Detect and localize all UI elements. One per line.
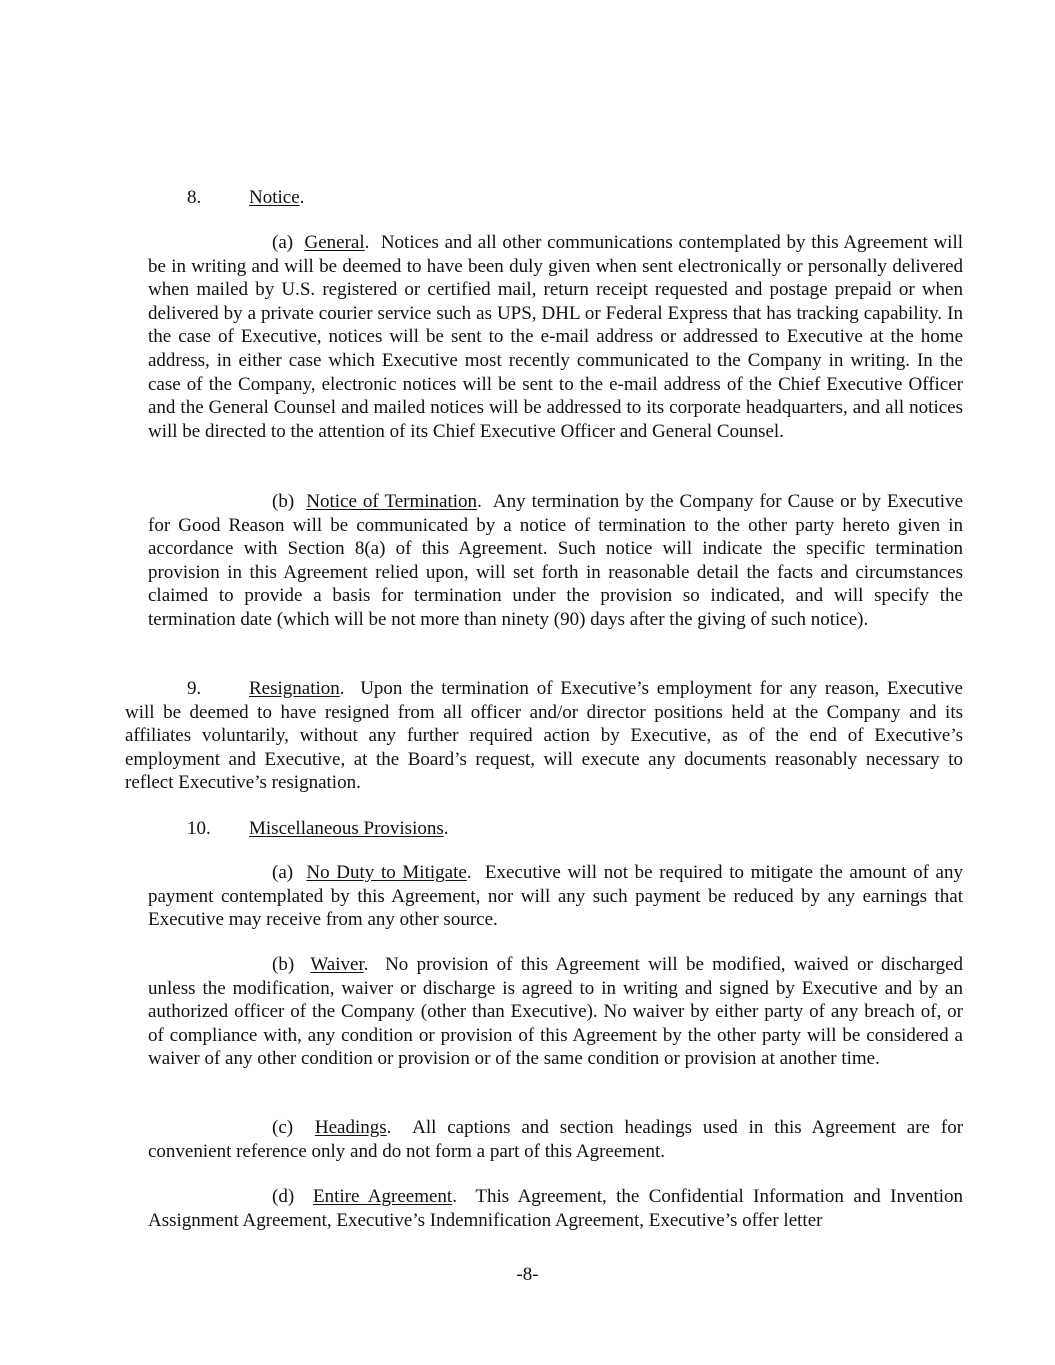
clause-title: General: [304, 232, 365, 253]
clause-label: (a): [272, 232, 294, 253]
clause-title: No Duty to Mitigate: [306, 862, 467, 883]
section-8b-paragraph: (b) Notice of Termination. Any termination by the Company for Cause or by Executive for Good Reason will be communicated by a notice of termination to the other party hereto given in accordance with Section 8(a) of this Agreement. Such notice will indicate the specific termination provision in this Agreement relied upon, will set forth in reasonable detail the facts and circumstances claimed to provide a basis for termination under the provision so indicated, and will specify the termination date (which will be not more than ninety (90) days after the giving of such notice).: [148, 491, 964, 630]
clause-label: (b): [272, 491, 295, 512]
section-9-paragraph: 9. Resignation. Upon the termination of Executive’s employment for any reason, Executive will be deemed to have resigned from all officer and/or director positions held at the Company and its affiliates voluntarily, without any further required action by Executive, as of the end of Executive’s employment and Executive, at the Board’s request, will execute any documents reasonably necessary to reflect Executive’s resignation.: [125, 678, 963, 794]
clause-title: Entire Agreement: [312, 1186, 453, 1207]
section-10b-paragraph: (b) Waiver. No provision of this Agreement will be modified, waived or discharged unless the modification, waiver or discharge is agreed to in writing and signed by Executive and by an authorized officer of the Company (other than Executive). No waiver by either party of any breach of, or of compliance with, any condition or provision of this Agreement by the other party will be considered a waiver of any other condition or provision or of the same condition or provision at another time.: [148, 954, 964, 1070]
clause-title: Notice of Termination: [306, 491, 478, 512]
page-number: -8-: [516, 1264, 539, 1285]
clause-title: Waiver: [310, 954, 364, 975]
section-number: 9.: [187, 678, 202, 699]
clause-text: Executive will not be required to mitigate the amount of any payment contemplated by this Agreement, nor will any such payment be reduced by any earnings that Executive may receive from any other source.: [148, 862, 963, 931]
clause-text: Any termination by the Company for Cause or by Executive for Good Reason will be communicated by a notice of termination to the other party hereto given in accordance with Section 8(a) of this Agreement. Such notice will indicate the specific termination provision in this Agreement relied upon, will set forth in reasonable detail the facts and circumstances claimed to provide a basis for termination under the provision so indicated, and will specify the termination date (which will be not more than ninety (90) days after the giving of such notice).: [148, 491, 964, 630]
clause-label: (d): [272, 1186, 295, 1207]
clause-text: Notices and all other communications contemplated by this Agreement will be in writing and will be deemed to have been duly given when sent electronically or personally delivered when mailed by U.S. registered or certified mail, return receipt requested and postage prepaid or when delivered by a private courier service such as UPS, DHL or Federal Express that has tracking capability. In the case of Executive, notices will be sent to the e-mail address or addressed to Executive at the home address, in either case which Executive most recently communicated to the Company in writing. In the case of the Company, electronic notices will be sent to the e-mail address of the Chief Executive Officer and the General Counsel and mailed notices will be addressed to its corporate headquarters, and all notices will be directed to the attention of its Chief Executive Officer and General Counsel.: [148, 232, 964, 442]
section-10c-paragraph: (c) Headings. All captions and section headings used in this Agreement are for convenient reference only and do not form a part of this Agreement.: [148, 1117, 964, 1162]
clause-label: (a): [272, 862, 294, 883]
section-title: Resignation: [249, 678, 340, 699]
section-text: Upon the termination of Executive’s employment for any reason, Executive will be deemed to have resigned from all officer and/or director positions held at the Company and its affiliates voluntarily, without any further required action by Executive, as of the end of Executive’s employment and Executive, at the Board’s request, will execute any documents reasonably necessary to reflect Executive’s resignation.: [125, 678, 963, 794]
section-title: Miscellaneous Provisions: [249, 818, 444, 839]
section-8-heading: 8. Notice.: [187, 187, 305, 208]
clause-title: Headings: [314, 1117, 387, 1138]
section-10d-paragraph: (d) Entire Agreement. This Agreement, the Confidential Information and Invention Assignment Agreement, Executive’s Indemnification Agreement, Executive’s offer letter: [148, 1186, 963, 1231]
section-number: 10.: [187, 818, 211, 839]
clause-label: (b): [272, 954, 295, 975]
section-title: Notice: [249, 187, 300, 208]
clause-text: All captions and section headings used in this Agreement are for convenient reference only and do not form a part of this Agreement.: [148, 1117, 964, 1162]
clause-text: This Agreement, the Confidential Information and Invention Assignment Agreement, Executive’s Indemnification Agreement, Executive’s offer letter: [148, 1186, 963, 1231]
clause-text: No provision of this Agreement will be modified, waived or discharged unless the modification, waiver or discharge is agreed to in writing and signed by Executive and by an authorized officer of the Company (other than Executive). No waiver by either party of any breach of, or of compliance with, any condition or provision of this Agreement by the other party will be considered a waiver of any other condition or provision or of the same condition or provision at another time.: [148, 954, 964, 1070]
section-number: 8.: [187, 187, 202, 208]
section-8a-paragraph: (a) General. Notices and all other communications contemplated by this Agreement will be in writing and will be deemed to have been duly given when sent electronically or personally delivered when mailed by U.S. registered or certified mail, return receipt requested and postage prepaid or when delivered by a private courier service such as UPS, DHL or Federal Express that has tracking capability. In the case of Executive, notices will be sent to the e-mail address or addressed to Executive at the home address, in either case which Executive most recently communicated to the Company in writing. In the case of the Company, electronic notices will be sent to the e-mail address of the Chief Executive Officer and the General Counsel and mailed notices will be addressed to its corporate headquarters, and all notices will be directed to the attention of its Chief Executive Officer and General Counsel.: [148, 232, 964, 442]
section-10a-paragraph: (a) No Duty to Mitigate. Executive will not be required to mitigate the amount of any payment contemplated by this Agreement, nor will any such payment be reduced by any earnings that Executive may receive from any other source.: [148, 862, 963, 931]
section-10-heading: 10. Miscellaneous Provisions.: [187, 818, 449, 839]
clause-label: (c): [272, 1117, 294, 1138]
